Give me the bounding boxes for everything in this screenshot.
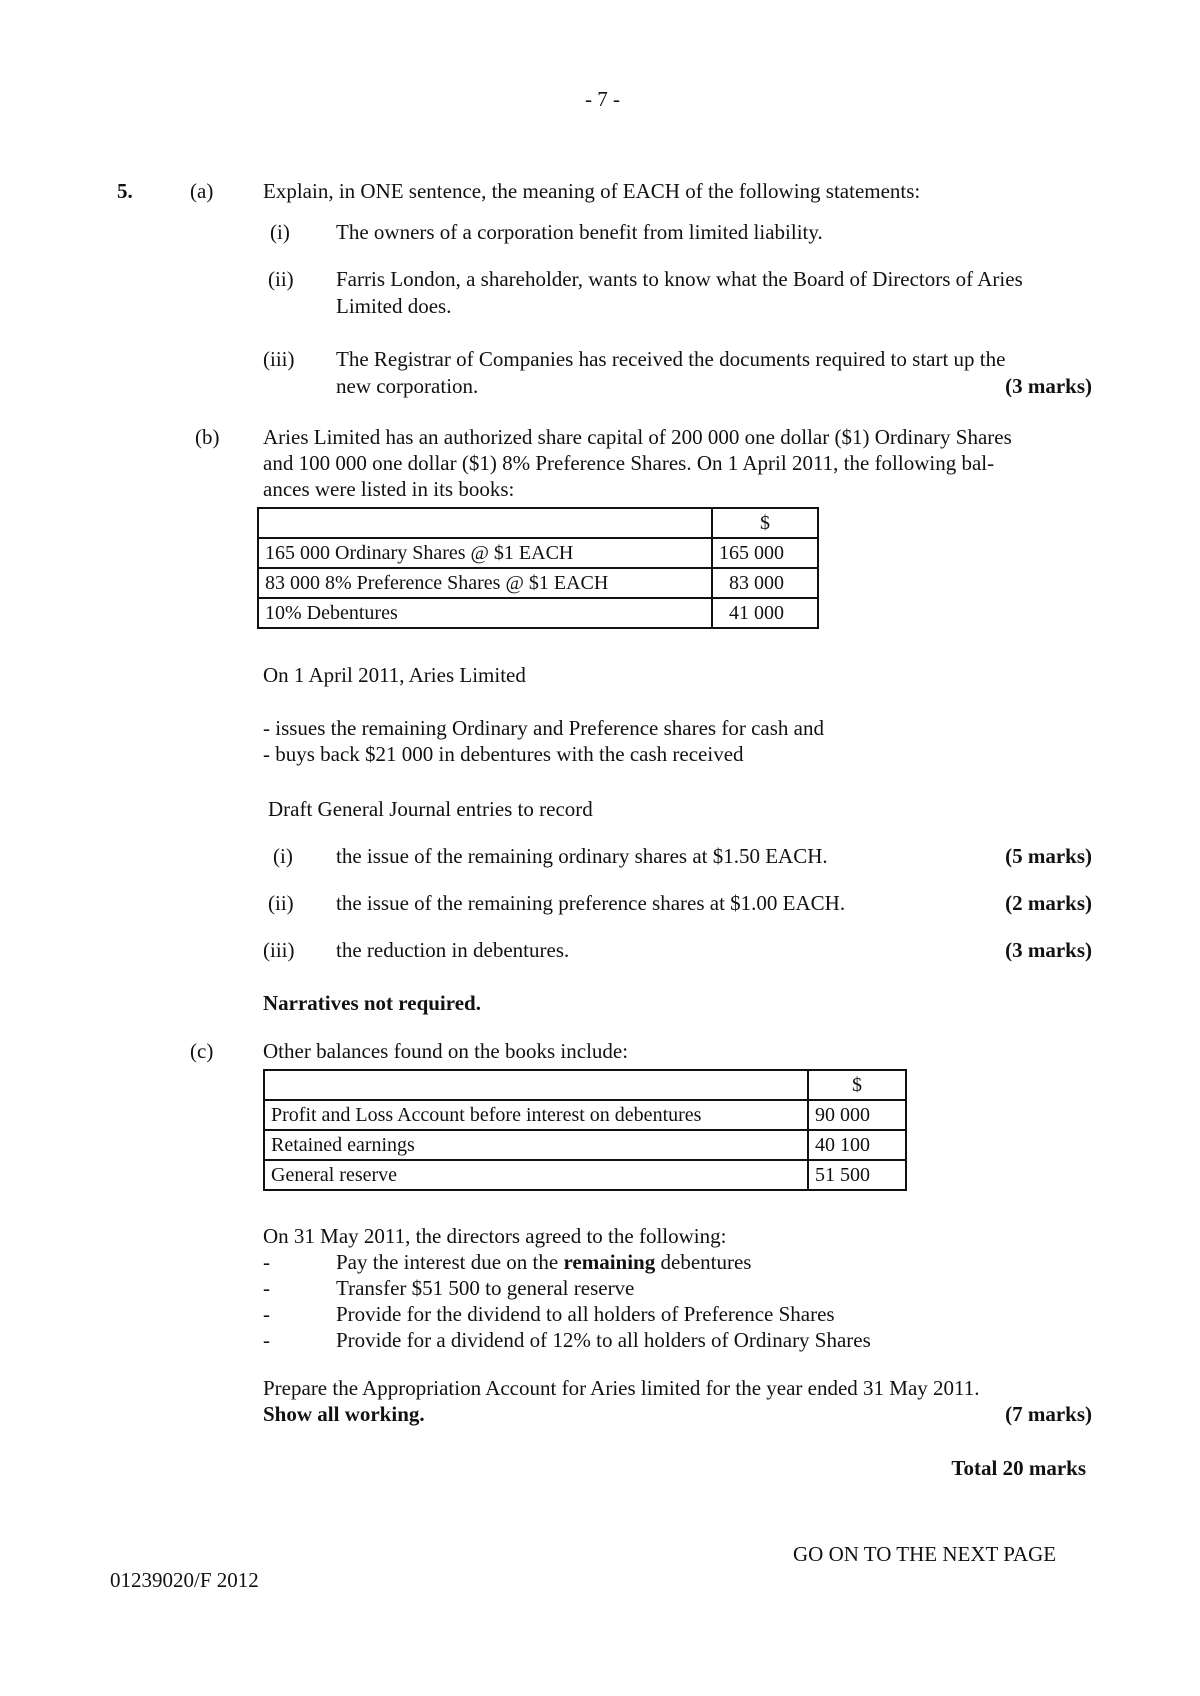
table-cell-amount: 90 000 — [808, 1100, 906, 1130]
table-header-blank — [258, 508, 712, 538]
bullet-text: Provide for the dividend to all holders of Preference Shares — [336, 1302, 835, 1326]
table-cell-amount: 41 000 — [712, 598, 818, 628]
marks-label: (5 marks) — [1005, 844, 1092, 868]
bullet-text: Transfer $51 500 to general reserve — [336, 1276, 635, 1300]
part-b-item-text: the issue of the remaining ordinary shares at $1.50 EACH. — [336, 844, 828, 868]
bullet-dash: - — [263, 1328, 270, 1352]
bullet-dash: - — [263, 1302, 270, 1326]
part-b-intro: ances were listed in its books: — [263, 477, 515, 501]
table-cell-amount: 40 100 — [808, 1130, 906, 1160]
table-cell-item: 83 000 8% Preference Shares @ $1 EACH — [258, 568, 712, 598]
bullet-text-part: Pay the interest due on the — [336, 1250, 564, 1274]
marks-label: (7 marks) — [1005, 1402, 1092, 1426]
total-marks: Total 20 marks — [951, 1456, 1086, 1480]
table-header-dollar: $ — [712, 508, 818, 538]
part-a-item-text: Limited does. — [336, 294, 452, 318]
part-b-item-text: the issue of the remaining preference shares at $1.00 EACH. — [336, 891, 846, 915]
bullet-dash: - — [263, 1250, 270, 1274]
bullet-text-part: debentures — [655, 1250, 752, 1274]
part-b-item-label: (iii) — [263, 938, 295, 962]
table-row — [258, 568, 818, 598]
action-line: - issues the remaining Ordinary and Preference shares for cash and — [263, 716, 824, 740]
show-working-note: Show all working. — [263, 1402, 425, 1426]
part-a-intro: Explain, in ONE sentence, the meaning of EACH of the following statements: — [263, 179, 921, 203]
table-cell-amount: 51 500 — [808, 1160, 906, 1190]
table-header-blank — [264, 1070, 808, 1100]
prepare-instruction: Prepare the Appropriation Account for Aries limited for the year ended 31 May 2011. — [263, 1376, 980, 1400]
part-a-label: (a) — [190, 179, 214, 203]
table-row — [264, 1130, 906, 1160]
part-a-item-label: (iii) — [263, 347, 295, 371]
part-a-item-label: (i) — [270, 220, 290, 244]
part-a-item-label: (ii) — [268, 267, 294, 291]
marks-label: (2 marks) — [1005, 891, 1092, 915]
part-b-item-text: the reduction in debentures. — [336, 938, 570, 962]
part-c-intro: Other balances found on the books include: — [263, 1039, 629, 1063]
part-b-item-label: (i) — [273, 844, 293, 868]
part-b-label: (b) — [195, 425, 220, 449]
table-header-dollar: $ — [808, 1070, 906, 1100]
table-row — [258, 538, 818, 568]
table-cell-amount: 165 000 — [712, 538, 818, 568]
part-a-item-text: The owners of a corporation benefit from limited liability. — [336, 220, 823, 244]
part-a-item-text: new corporation. — [336, 374, 479, 398]
table-row — [264, 1070, 906, 1100]
table-cell-item: General reserve — [264, 1160, 808, 1190]
balances-table — [263, 1069, 907, 1191]
narratives-note: Narratives not required. — [263, 991, 481, 1015]
marks-label: (3 marks) — [1005, 374, 1092, 398]
bullet-text: Provide for a dividend of 12% to all holders of Ordinary Shares — [336, 1328, 871, 1352]
bullet-text — [336, 1249, 751, 1275]
table-cell-amount: 83 000 — [712, 568, 818, 598]
marks-label: (3 marks) — [1005, 938, 1092, 962]
part-a-item-text: Farris London, a shareholder, wants to know what the Board of Directors of Aries — [336, 267, 1023, 291]
draft-instruction: Draft General Journal entries to record — [268, 797, 593, 821]
part-c-label: (c) — [190, 1039, 214, 1063]
table-row — [258, 598, 818, 628]
table-cell-item: Profit and Loss Account before interest on debentures — [264, 1100, 808, 1130]
part-a-item-text: The Registrar of Companies has received the documents required to start up the — [336, 347, 1006, 371]
question-number: 5. — [117, 179, 133, 203]
part-b-item-label: (ii) — [268, 891, 294, 915]
part-b-intro: and 100 000 one dollar ($1) 8% Preference Shares. On 1 April 2011, the following bal- — [263, 451, 995, 475]
bullet-text-emphasis: remaining — [563, 1250, 656, 1274]
action-line: - buys back $21 000 in debentures with the cash received — [263, 742, 744, 766]
paper-code: 01239020/F 2012 — [110, 1568, 259, 1592]
on-date-text: On 1 April 2011, Aries Limited — [263, 663, 526, 687]
bullet-dash: - — [263, 1276, 270, 1300]
agreed-text: On 31 May 2011, the directors agreed to the following: — [263, 1224, 727, 1248]
share-capital-table — [257, 507, 819, 629]
page-number: - 7 - — [585, 87, 620, 111]
next-page-note: GO ON TO THE NEXT PAGE — [793, 1542, 1057, 1566]
table-cell-item: 10% Debentures — [258, 598, 712, 628]
table-row — [264, 1100, 906, 1130]
table-cell-item: Retained earnings — [264, 1130, 808, 1160]
table-row — [258, 508, 818, 538]
table-row — [264, 1160, 906, 1190]
part-b-intro: Aries Limited has an authorized share capital of 200 000 one dollar ($1) Ordinary Shares — [263, 425, 1012, 449]
table-cell-item: 165 000 Ordinary Shares @ $1 EACH — [258, 538, 712, 568]
